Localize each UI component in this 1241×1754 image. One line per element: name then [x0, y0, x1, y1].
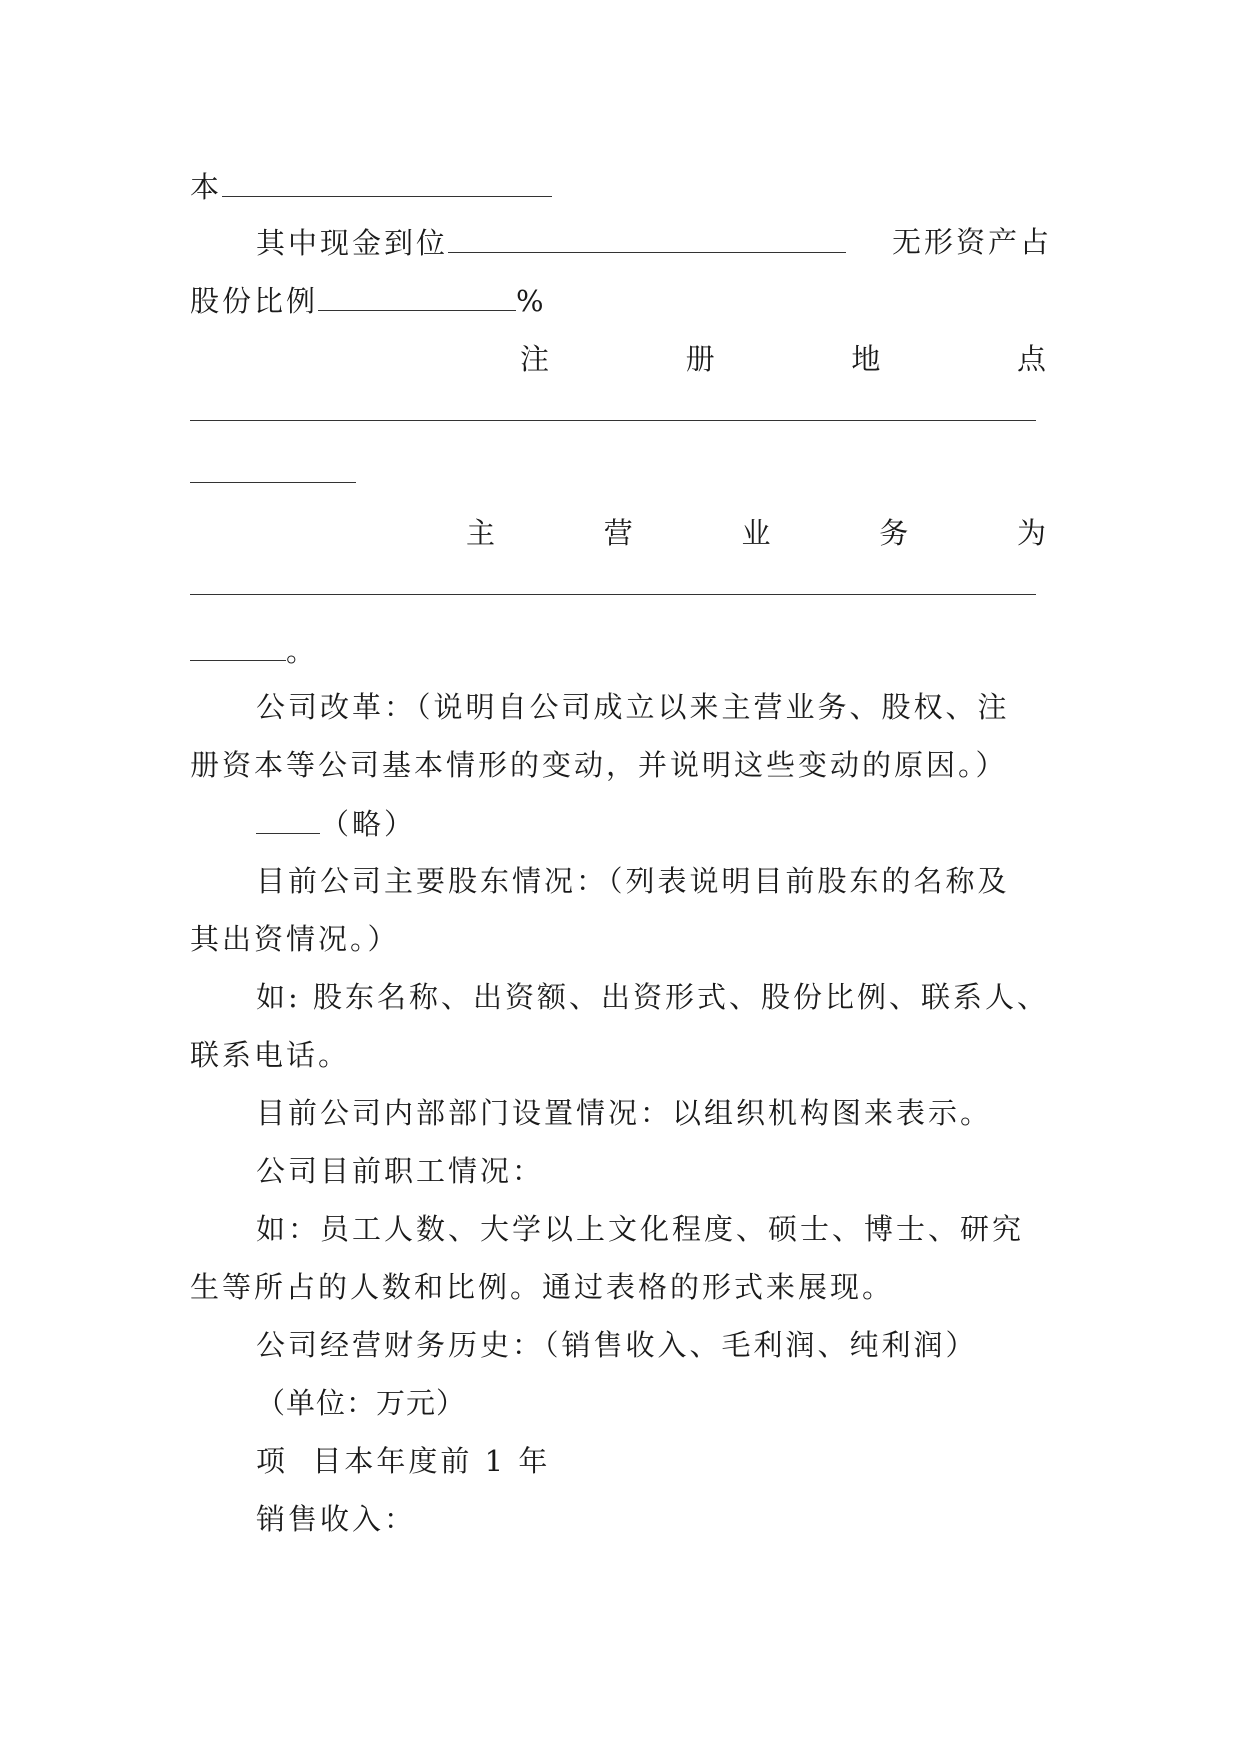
reg-location-char: 点 — [1016, 342, 1046, 376]
cash-blank — [448, 222, 846, 253]
main-business-char: 营 — [603, 516, 633, 550]
registered-location-blank-1 — [190, 420, 1036, 421]
registered-location-label — [520, 339, 1046, 379]
share-ratio-blank — [318, 280, 516, 311]
share-ratio-label: 股份比例 — [190, 284, 319, 318]
reform-line-2: 册资本等公司基本情形的变动，并说明这些变动的原因。） — [190, 748, 1008, 782]
main-business-blank-2 — [190, 630, 286, 661]
reg-location-char: 地 — [851, 342, 881, 376]
staff-title: 公司目前职工情况： — [256, 1154, 545, 1188]
percent-sign: % — [516, 284, 547, 318]
registered-capital-line — [190, 166, 1052, 207]
sales-revenue-line: 销售收入： — [256, 1502, 417, 1536]
shareholders-example-line-1: 如: 股东名称、出资额、出资形式、股份比例、联系人、 — [256, 980, 1049, 1014]
main-business-char: 业 — [741, 516, 771, 550]
registered-capital-tail: 本 — [190, 170, 223, 204]
period: 。 — [286, 634, 319, 668]
intangible-label: 无形资产占 — [891, 225, 1052, 259]
cash-line — [256, 222, 1052, 263]
main-business-char: 为 — [1016, 516, 1046, 550]
table-header-line: 项 目本年度前 1 年 — [256, 1444, 551, 1478]
staff-example-line-1: 如：员工人数、大学以上文化程度、硕士、博士、研究 — [256, 1212, 1025, 1246]
reform-line-1: 公司改革：（说明自公司成立以来主营业务、股权、注 — [256, 690, 1010, 724]
registered-capital-blank — [222, 166, 552, 197]
finance-history-line: 公司经营财务历史：（销售收入、毛利润、纯利润） — [256, 1328, 978, 1362]
main-business-char: 主 — [466, 516, 496, 550]
main-business-char: 务 — [879, 516, 909, 550]
cash-label: 其中现金到位 — [256, 226, 449, 260]
shareholders-line-1: 目前公司主要股东情况：（列表说明目前股东的名称及 — [256, 864, 1010, 898]
reg-location-char: 册 — [685, 342, 715, 376]
main-business-blank-1 — [190, 594, 1036, 595]
omitted-text: （略） — [320, 807, 417, 841]
main-business-label — [466, 513, 1046, 553]
shareholders-line-2: 其出资情况。） — [190, 922, 400, 956]
unit-line: （单位：万元） — [256, 1386, 467, 1420]
registered-location-blank-2 — [190, 482, 356, 483]
shareholders-example-line-2: 联系电话。 — [190, 1038, 351, 1072]
staff-example-line-2: 生等所占的人数和比例。通过表格的形式来展现。 — [190, 1270, 895, 1304]
main-business-end-line — [190, 630, 1052, 671]
reg-location-char: 注 — [520, 342, 550, 376]
omitted-line — [256, 803, 1052, 844]
omitted-blank — [256, 803, 320, 834]
departments-line: 目前公司内部部门设置情况：以组织机构图来表示。 — [256, 1096, 993, 1130]
share-ratio-line — [190, 280, 1052, 321]
